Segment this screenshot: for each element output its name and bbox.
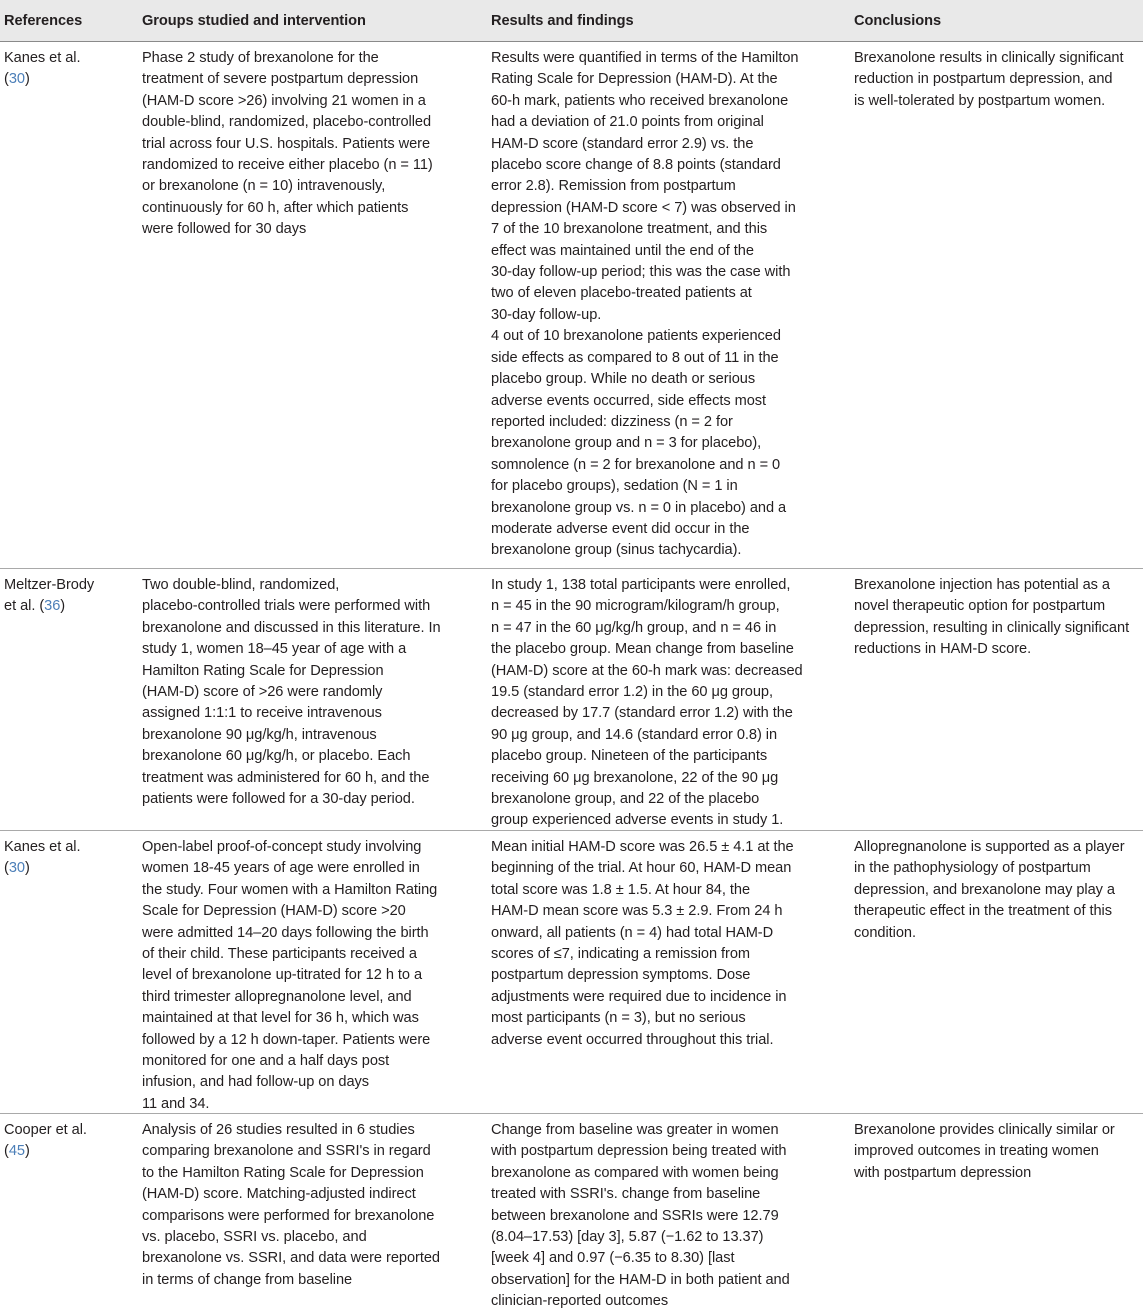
header-references: References [4, 13, 83, 29]
conclusions-text-line: condition. [854, 924, 916, 941]
groups-cell [142, 48, 474, 241]
groups-text-line: level of brexanolone up-titrated for 12 h to a [142, 967, 423, 984]
conclusions-cell [854, 1120, 1143, 1184]
groups-cell [142, 575, 474, 810]
header-groups-studied: Groups studied and intervention [142, 13, 366, 29]
citation-close-paren: ) [24, 860, 30, 877]
results-cell [491, 837, 831, 1051]
groups-text-line: 11 and 34. [142, 1095, 210, 1112]
results-text-line: receiving 60 μg brexanolone, 22 of the 90 μg [491, 769, 779, 786]
results-text-line: observation] for the HAM-D in both patient and [491, 1271, 790, 1288]
conclusions-text-line: depression, resulting in clinically significant [854, 619, 1130, 636]
conclusions-text-line: Brexanolone results in clinically significant [854, 50, 1124, 66]
groups-text-line: placebo-controlled trials were performed with [142, 598, 431, 615]
groups-text-line: study 1, women 18–45 year of age with a [142, 641, 407, 658]
conclusions-text-line: is well-tolerated by postpartum women. [854, 92, 1106, 109]
conclusions-text-line: in the pathophysiology of postpartum [854, 860, 1091, 877]
results-text-line: two of eleven placebo-treated patients at [491, 285, 752, 302]
conclusions-text-line: Brexanolone provides clinically similar or [854, 1122, 1115, 1138]
results-text-line: for placebo groups), sedation (N = 1 in [491, 478, 738, 495]
conclusions-text-line: novel therapeutic option for postpartum [854, 598, 1106, 615]
conclusions-text-line: Allopregnanolone is supported as a player [854, 839, 1125, 855]
reference-citation [4, 1141, 130, 1162]
results-text-line: 90 μg group, and 14.6 (standard error 0.8) in [491, 726, 778, 743]
results-text-line: adverse events occurred, side effects most [491, 392, 767, 409]
results-text-line: somnolence (n = 2 for brexanolone and n = 0 [491, 456, 781, 473]
groups-text-line: Two double-blind, randomized, [142, 577, 340, 593]
reference-cell [4, 1120, 130, 1163]
results-text-line: moderate adverse event did occur in the [491, 520, 750, 537]
groups-text-line: in terms of change from baseline [142, 1271, 353, 1288]
results-text-line: HAM-D mean score was 5.3 ± 2.9. From 24 h [491, 903, 783, 920]
conclusions-text-line: therapeutic effect in the treatment of this [854, 903, 1112, 920]
citation-open-paren: ( [4, 860, 9, 877]
groups-text-line: assigned 1:1:1 to receive intravenous [142, 705, 382, 722]
groups-text-line: patients were followed for a 30-day period. [142, 791, 415, 808]
results-text-line: decreased by 17.7 (standard error 1.2) with the [491, 705, 793, 722]
table-row [0, 569, 1143, 831]
results-text-line: (HAM-D) score at the 60-h mark was: decreased [491, 662, 803, 679]
groups-text-line: treatment of severe postpartum depression [142, 71, 419, 88]
conclusions-cell [854, 575, 1143, 661]
header-conclusions: Conclusions [854, 13, 942, 29]
results-text-line: effect was maintained until the end of the [491, 242, 754, 259]
groups-cell [142, 1120, 474, 1291]
results-text-line: 30-day follow-up period; this was the case with [491, 264, 791, 281]
results-text-line: (8.04–17.53) [day 3], 5.87 (−1.62 to 13.37) [491, 1229, 764, 1246]
table-body [0, 42, 1143, 1311]
groups-text-line: brexanolone vs. SSRI, and data were reported [142, 1250, 440, 1267]
groups-text-line: infusion, and had follow-up on days [142, 1074, 370, 1091]
reference-authors: Cooper et al. [4, 1122, 87, 1138]
results-cell [491, 575, 831, 832]
results-text-line: with postpartum depression being treated with [491, 1143, 787, 1160]
citation-link[interactable]: 36 [44, 598, 61, 615]
groups-text-line: vs. placebo, SSRI vs. placebo, and [142, 1229, 367, 1246]
groups-text-line: brexanolone 60 μg/kg/h, or placebo. Each [142, 748, 411, 765]
conclusions-text-line: reduction in postpartum depression, and [854, 71, 1113, 88]
results-text-line: Mean initial HAM-D score was 26.5 ± 4.1 at the [491, 839, 794, 855]
groups-text-line: Hamilton Rating Scale for Depression [142, 662, 384, 679]
conclusions-text-line: depression, and brexanolone may play a [854, 881, 1115, 898]
results-text-line: side effects as compared to 8 out of 11 in the [491, 349, 779, 366]
table-row [0, 831, 1143, 1114]
groups-cell [142, 837, 474, 1115]
groups-text-line: third trimester allopregnanolone level, and [142, 988, 412, 1005]
results-text-line: most participants (n = 3), but no serious [491, 1010, 746, 1027]
reference-authors: Meltzer-Brody [4, 577, 95, 593]
results-text-line: placebo score change of 8.8 points (standard [491, 157, 781, 174]
groups-text-line: to the Hamilton Rating Scale for Depression [142, 1164, 424, 1181]
table-row [0, 1114, 1143, 1311]
citation-link[interactable]: 30 [8, 860, 25, 877]
results-text-line: 4 out of 10 brexanolone patients experienced [491, 328, 781, 345]
groups-text-line: trial across four U.S. hospitals. Patients were [142, 135, 431, 152]
results-text-line: brexanolone group (sinus tachycardia). [491, 542, 742, 559]
reference-cell [4, 48, 130, 91]
reference-cell [4, 575, 130, 618]
results-text-line: Change from baseline was greater in women [491, 1122, 779, 1138]
results-text-line: the placebo group. Mean change from baseline [491, 641, 794, 658]
results-cell [491, 1120, 831, 1313]
citation-close-paren: ) [24, 71, 30, 88]
results-text-line: brexanolone as compared with women being [491, 1164, 779, 1181]
groups-text-line: the study. Four women with a Hamilton Rating [142, 881, 438, 898]
results-text-line: error 2.8). Remission from postpartum [491, 178, 736, 195]
results-text-line: scores of ≤7, indicating a remission from [491, 946, 751, 963]
groups-text-line: treatment was administered for 60 h, and the [142, 769, 430, 786]
citation-close-paren: ) [24, 1143, 30, 1160]
results-text-line: beginning of the trial. At hour 60, HAM-D mean [491, 860, 792, 877]
conclusions-text-line: Brexanolone injection has potential as a [854, 577, 1110, 593]
results-text-line: adjustments were required due to incidence in [491, 988, 787, 1005]
results-text-line: clinician-reported outcomes [491, 1293, 669, 1310]
results-text-line: placebo group. While no death or serious [491, 371, 756, 388]
conclusions-text-line: with postpartum depression [854, 1164, 1032, 1181]
results-text-line: placebo group. Nineteen of the participants [491, 748, 768, 765]
groups-text-line: women 18-45 years of age were enrolled in [142, 860, 420, 877]
results-text-line: treated with SSRI's. change from baseline [491, 1186, 761, 1203]
results-text-line: 60-h mark, patients who received brexanolone [491, 92, 789, 109]
citation-close-paren: ) [60, 598, 66, 615]
groups-text-line: of their child. These participants received a [142, 946, 417, 963]
citation-open-paren: et al. ( [4, 598, 45, 615]
groups-text-line: were followed for 30 days [142, 221, 307, 238]
results-cell [491, 48, 831, 562]
results-text-line: 30-day follow-up. [491, 306, 602, 323]
results-text-line: HAM-D score (standard error 2.9) vs. the [491, 135, 754, 152]
results-text-line: onward, all patients (n = 4) had total HAM-D [491, 924, 774, 941]
conclusions-text-line: reductions in HAM-D score. [854, 641, 1032, 658]
groups-text-line: monitored for one and a half days post [142, 1053, 390, 1070]
groups-text-line: maintained at that level for 36 h, which was [142, 1010, 419, 1027]
results-text-line: brexanolone group vs. n = 0 in placebo) and a [491, 499, 787, 516]
table-header-row [0, 0, 1143, 42]
reference-authors: Kanes et al. [4, 839, 81, 855]
results-text-line: Rating Scale for Depression (HAM-D). At the [491, 71, 778, 88]
groups-text-line: (HAM-D score >26) involving 21 women in a [142, 92, 426, 109]
conclusions-cell [854, 837, 1143, 944]
citation-link[interactable]: 45 [8, 1143, 25, 1160]
results-text-line: brexanolone group, and 22 of the placebo [491, 791, 760, 808]
results-text-line: group experienced adverse events in study 1. [491, 812, 784, 829]
groups-text-line: or brexanolone (n = 10) intravenously, [142, 178, 386, 195]
citation-open-paren: ( [4, 1143, 9, 1160]
results-text-line: brexanolone group and n = 3 for placebo), [491, 435, 762, 452]
groups-text-line: were admitted 14–20 days following the birth [142, 924, 429, 941]
groups-text-line: comparing brexanolone and SSRI's in regard [142, 1143, 431, 1160]
reference-citation [4, 858, 130, 879]
groups-text-line: Phase 2 study of brexanolone for the [142, 50, 379, 66]
groups-text-line: Open-label proof-of-concept study involving [142, 839, 422, 855]
groups-text-line: followed by a 12 h down-taper. Patients were [142, 1031, 431, 1048]
citation-open-paren: ( [4, 71, 9, 88]
results-text-line: between brexanolone and SSRIs were 12.79 [491, 1207, 779, 1224]
results-text-line: n = 47 in the 60 μg/kg/h group, and n = 46 in [491, 619, 777, 636]
groups-text-line: brexanolone and discussed in this literature. In [142, 619, 441, 636]
table-row [0, 42, 1143, 569]
groups-text-line: randomized to receive either placebo (n = 11) [142, 157, 433, 174]
groups-text-line: brexanolone 90 μg/kg/h, intravenous [142, 726, 377, 743]
conclusions-text-line: improved outcomes in treating women [854, 1143, 1099, 1160]
groups-text-line: comparisons were performed for brexanolone [142, 1207, 435, 1224]
reference-citation [4, 69, 130, 90]
results-text-line: 7 of the 10 brexanolone treatment, and this [491, 221, 768, 238]
results-text-line: Results were quantified in terms of the Hamilton [491, 50, 799, 66]
groups-text-line: (HAM-D) score of >26 were randomly [142, 684, 383, 701]
results-text-line: total score was 1.8 ± 1.5. At hour 84, the [491, 881, 751, 898]
reference-authors: Kanes et al. [4, 50, 81, 66]
groups-text-line: Analysis of 26 studies resulted in 6 studies [142, 1122, 415, 1138]
groups-text-line: (HAM-D) score. Matching-adjusted indirect [142, 1186, 416, 1203]
results-text-line: postpartum depression symptoms. Dose [491, 967, 751, 984]
groups-text-line: continuously for 60 h, after which patients [142, 199, 409, 216]
results-text-line: [week 4] and 0.97 (−6.35 to 8.30) [last [491, 1250, 735, 1267]
groups-text-line: double-blind, randomized, placebo-controlled [142, 114, 432, 131]
reference-citation [4, 596, 130, 617]
reference-cell [4, 837, 130, 880]
results-text-line: n = 45 in the 90 microgram/kilogram/h group, [491, 598, 780, 615]
results-text-line: In study 1, 138 total participants were enrolled, [491, 577, 791, 593]
conclusions-cell [854, 48, 1143, 112]
results-text-line: reported included: dizziness (n = 2 for [491, 413, 733, 430]
groups-text-line: Scale for Depression (HAM-D) score >20 [142, 903, 406, 920]
results-text-line: 19.5 (standard error 1.2) in the 60 μg group, [491, 684, 773, 701]
citation-link[interactable]: 30 [8, 71, 25, 88]
results-text-line: depression (HAM-D score < 7) was observed in [491, 199, 796, 216]
results-text-line: had a deviation of 21.0 points from original [491, 114, 764, 131]
results-text-line: adverse event occurred throughout this trial. [491, 1031, 774, 1048]
header-results-findings: Results and findings [491, 13, 634, 29]
